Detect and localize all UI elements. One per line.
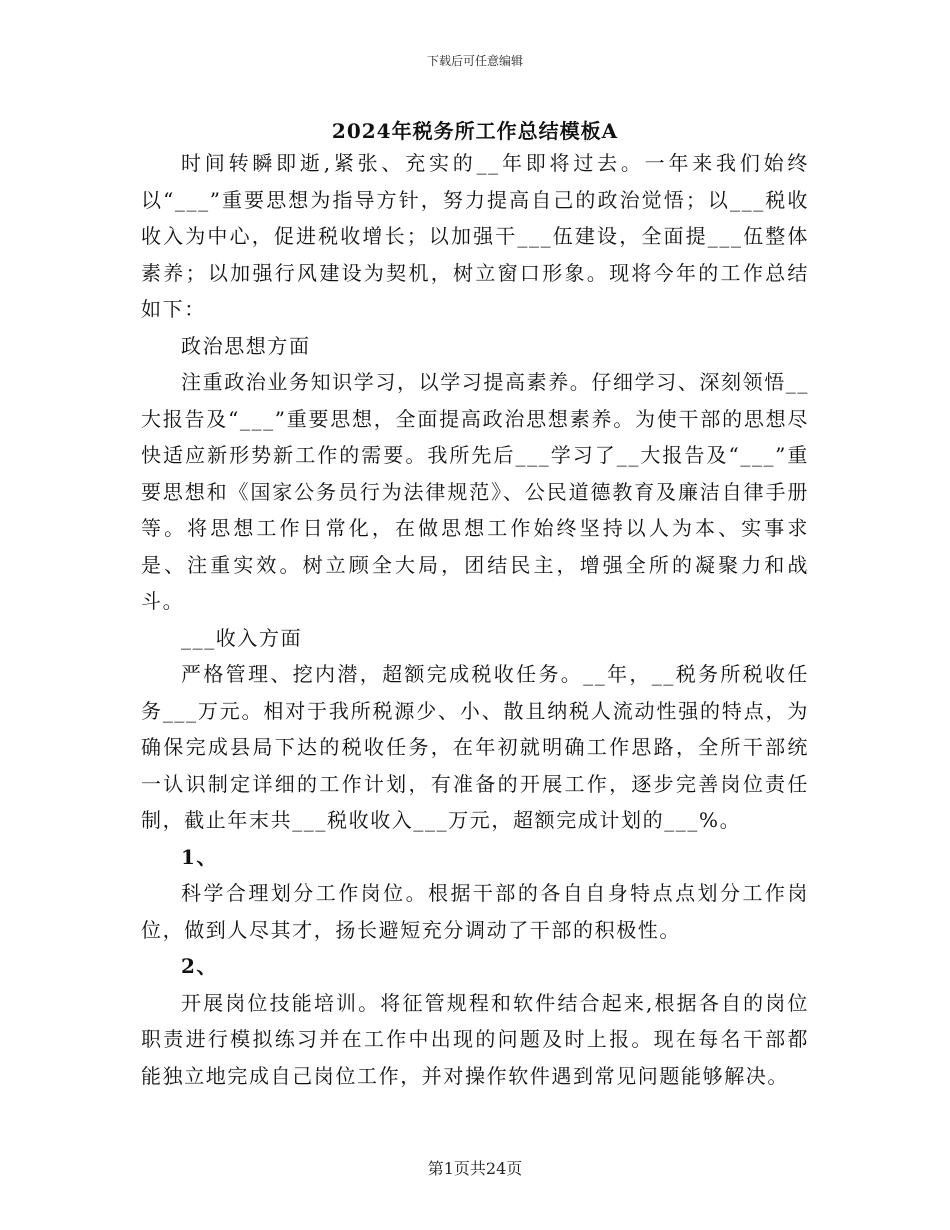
page-footer: 第1页共24页 bbox=[427, 1159, 523, 1178]
document-body bbox=[141, 145, 809, 1094]
list-number-1: 1、 bbox=[181, 844, 219, 869]
section-heading-politics: 政治思想方面 bbox=[181, 333, 311, 358]
list-item-2-paragraph: 开展岗位技能培训。将征管规程和软件结合起来,根据各自的岗位职责进行模拟练习并在工作中出现的问题及时上报。现在每名干部都能独立地完成自己岗位工作，并对操作软件遇到常见问题能够解决。 bbox=[141, 990, 809, 1088]
revenue-paragraph: 严格管理、挖内潜，超额完成税收任务。__年，__税务所税收任务___万元。相对于我所税源少、小、散且纳税人流动性强的特点，为确保完成县局下达的税收任务，在年初就明确工作思路，全所干部统一认识制定详细的工作计划，有准备的开展工作，逐步完善岗位责任制，截止年末共___税收收入___万元，超额完成计划的___%。 bbox=[141, 662, 809, 832]
list-number-2: 2、 bbox=[181, 954, 219, 978]
section-heading-revenue: ___收入方面 bbox=[181, 625, 303, 650]
intro-paragraph: 时间转瞬即逝,紧张、充实的__年即将过去。一年来我们始终以“___”重要思想为指导方针，努力提高自己的政治觉悟；以___税收收入为中心，促进税收增长；以加强干___伍建设，全面提___伍整体素养；以加强行风建设为契机，树立窗口形象。现将今年的工作总结如下： bbox=[141, 151, 809, 321]
document-title: 2024年税务所工作总结模板A bbox=[331, 119, 619, 143]
list-item-1-paragraph: 科学合理划分工作岗位。根据干部的各自自身特点点划分工作岗位，做到人尽其才，扬长避短充分调动了干部的积极性。 bbox=[141, 881, 809, 942]
politics-paragraph: 注重政治业务知识学习，以学习提高素养。仔细学习、深刻领悟__大报告及“___”重要思想，全面提高政治思想素养。为使干部的思想尽快适应新形势新工作的需要。我所先后___学习了__大报告及“___”重要思想和《国家公务员行为法律规范》、公民道德教育及廉洁自律手册等。将思想工作日常化，在做思想工作始终坚持以人为本、实事求是、注重实效。树立顾全大局，团结民主，增强全所的凝聚力和战斗。 bbox=[141, 370, 809, 613]
page-header-note: 下载后可任意编辑 bbox=[426, 54, 523, 68]
